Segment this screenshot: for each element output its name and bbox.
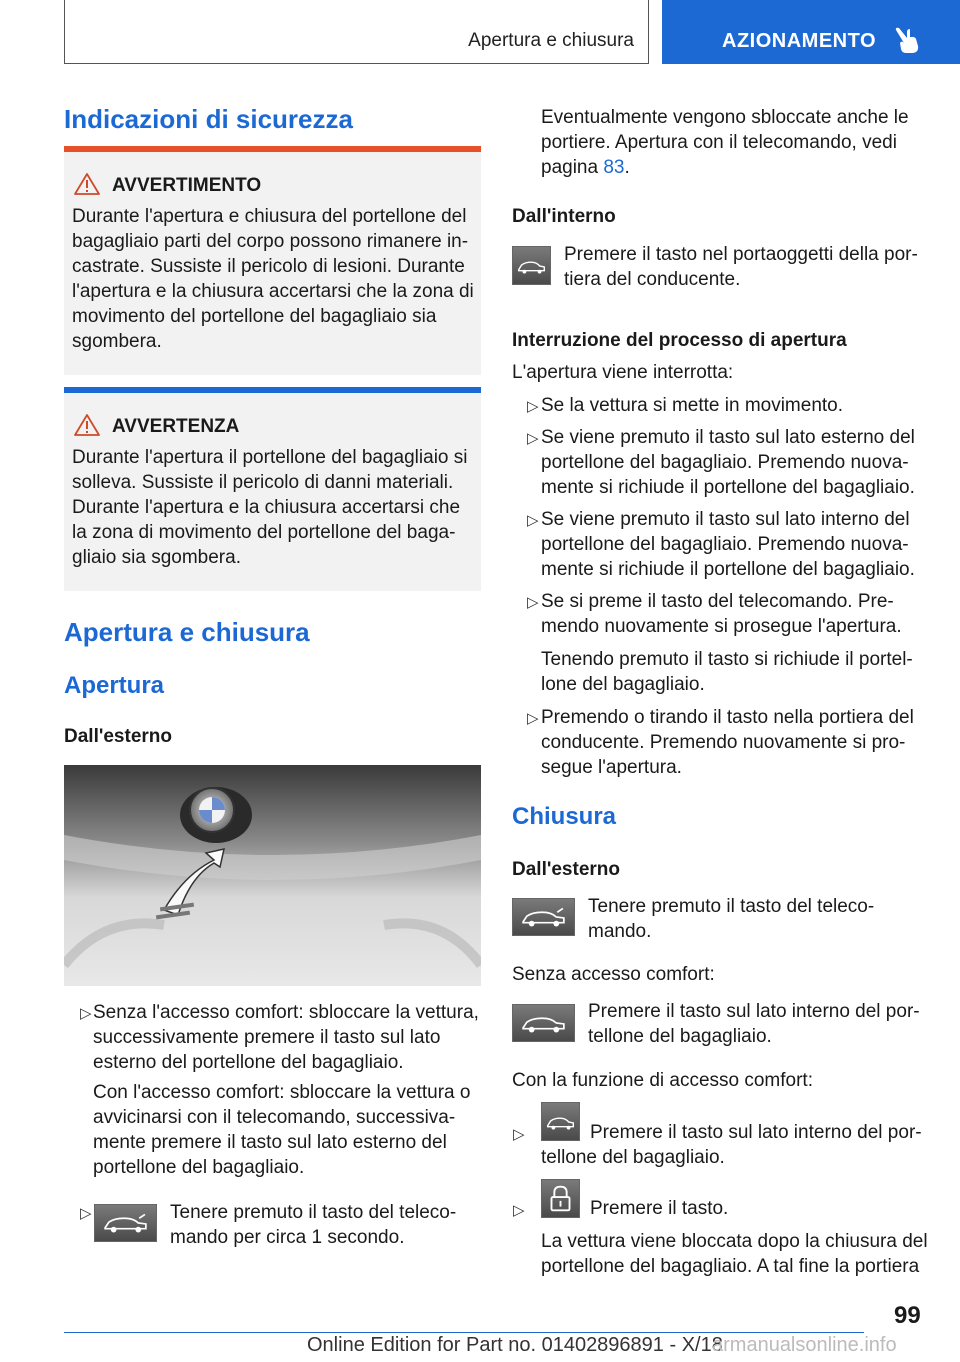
header-section-box bbox=[64, 0, 649, 64]
warning-bar bbox=[64, 146, 481, 152]
car-trunk-key-icon bbox=[512, 898, 575, 936]
warning-title: AVVERTIMENTO bbox=[112, 175, 262, 196]
text-line: portellone del bagagliaio. bbox=[93, 1157, 305, 1178]
trunk-photo bbox=[64, 765, 481, 986]
page-number: 99 bbox=[894, 1302, 921, 1329]
triangle-bullet-icon: ▷ bbox=[527, 594, 539, 611]
text-line bbox=[541, 155, 931, 180]
text-line: Durante l'apertura e chiusura del portellone del bbox=[72, 206, 467, 227]
text-line: Tenere premuto il tasto del teleco- bbox=[170, 1202, 457, 1223]
close-remote-text bbox=[588, 894, 928, 944]
bullet-text bbox=[93, 1000, 483, 1075]
triangle-bullet-icon: ▷ bbox=[513, 1126, 525, 1143]
interrupt-item bbox=[541, 507, 936, 582]
close-from-outside-heading: Dall'esterno bbox=[512, 859, 620, 880]
text-line: portiere. Apertura con il telecomando, vedi bbox=[541, 132, 897, 153]
text-line: Se viene premuto il tasto sul lato interno del bbox=[541, 509, 910, 530]
warning-triangle-icon bbox=[74, 413, 100, 437]
text-line: la zona di movimento del portellone del baga- bbox=[72, 522, 456, 543]
text-line: portellone del bagagliaio. Premendo nuova- bbox=[541, 452, 909, 473]
text-line: Durante l'apertura il portellone del bagagliaio si bbox=[72, 447, 468, 468]
text-line: gliaio sia sgombera. bbox=[72, 547, 241, 568]
text-line: successivamente premere il tasto sul lato bbox=[93, 1027, 441, 1048]
triangle-bullet-icon: ▷ bbox=[513, 1202, 525, 1219]
text-line: mando. bbox=[588, 921, 652, 942]
open-close-title: Apertura e chiusura bbox=[64, 617, 310, 647]
triangle-bullet-icon: ▷ bbox=[527, 512, 539, 529]
text-line: movimento del portellone del bagagliaio sia bbox=[72, 306, 437, 327]
comfort-item-text bbox=[541, 1229, 936, 1279]
opening-title: Apertura bbox=[64, 672, 165, 699]
text-line: Durante l'apertura e la chiusura accertarsi che bbox=[72, 497, 461, 518]
interrupt-item-note bbox=[541, 647, 936, 697]
triangle-bullet-icon: ▷ bbox=[80, 1005, 92, 1022]
text-line: Premendo o tirando il tasto nella portiera del bbox=[541, 707, 914, 728]
from-inside-heading: Dall'interno bbox=[512, 206, 616, 227]
triangle-bullet-icon: ▷ bbox=[527, 430, 539, 447]
page-link[interactable]: 83 bbox=[603, 157, 625, 178]
text-line: La vettura viene bloccata dopo la chiusura del bbox=[541, 1231, 928, 1252]
text-line: esterno del portellone del bagagliaio. bbox=[93, 1052, 404, 1073]
car-trunk-key-icon bbox=[541, 1102, 580, 1141]
triangle-bullet-icon: ▷ bbox=[80, 1205, 92, 1222]
car-trunk-key-icon bbox=[512, 246, 551, 285]
text-line: l'apertura e la chiusura accertarsi che la zona di bbox=[72, 281, 474, 302]
text-line: Se si preme il tasto del telecomando. Pre- bbox=[541, 591, 894, 612]
footer-watermark: armanualsonline.info bbox=[712, 1334, 897, 1356]
text-line: mente si richiude il portellone del bagagliaio. bbox=[541, 477, 915, 498]
notice-bar bbox=[64, 387, 481, 393]
trunk-illustration bbox=[64, 765, 481, 986]
footer-divider bbox=[64, 1332, 864, 1333]
no-comfort-text bbox=[588, 999, 928, 1049]
interrupt-item bbox=[541, 425, 936, 500]
text-line: mente si richiude il portellone del bagagliaio. bbox=[541, 559, 915, 580]
text-segment: . bbox=[624, 157, 630, 178]
text-line: tiera del conducente. bbox=[564, 269, 741, 290]
pointing-hand-icon bbox=[894, 24, 922, 54]
interrupt-heading: Interruzione del processo di apertura bbox=[512, 330, 847, 351]
interrupt-item bbox=[541, 705, 936, 780]
text-line: bagagliaio parti del corpo possono rimanere in- bbox=[72, 231, 469, 252]
from-outside-heading: Dall'esterno bbox=[64, 726, 172, 747]
text-line: sgombera. bbox=[72, 331, 162, 352]
text-line: mando per circa 1 secondo. bbox=[170, 1227, 405, 1248]
interrupt-item bbox=[541, 393, 936, 418]
car-trunk-key-icon bbox=[94, 1204, 157, 1242]
inside-text bbox=[564, 242, 934, 292]
car-trunk-key-icon bbox=[512, 1004, 575, 1042]
text-line: tellone del bagagliaio. bbox=[588, 1026, 772, 1047]
safety-title: Indicazioni di sicurezza bbox=[64, 104, 353, 134]
triangle-bullet-icon: ▷ bbox=[527, 398, 539, 415]
footer-edition: Online Edition for Part no. 01402896891 - X/18 bbox=[307, 1334, 723, 1356]
text-line: Se viene premuto il tasto sul lato esterno del bbox=[541, 427, 915, 448]
text-line: Premere il tasto sul lato interno del por- bbox=[588, 1001, 920, 1022]
text-segment: pagina bbox=[541, 157, 599, 178]
warning-triangle-icon bbox=[74, 172, 100, 196]
notice-box bbox=[64, 387, 481, 591]
text-line: conducente. Premendo nuovamente si pro- bbox=[541, 732, 906, 753]
notice-title: AVVERTENZA bbox=[112, 416, 240, 437]
triangle-bullet-icon: ▷ bbox=[527, 710, 539, 727]
warning-text bbox=[72, 204, 477, 354]
text-line: segue l'apertura. bbox=[541, 757, 682, 778]
text-line: lone del bagagliaio. bbox=[541, 674, 705, 695]
text-line: Premere il tasto nel portaoggetti della por- bbox=[564, 244, 918, 265]
text-line: mendo nuovamente si prosegue l'apertura. bbox=[541, 616, 902, 637]
comfort-item-text: tellone del bagagliaio. bbox=[541, 1147, 725, 1168]
interrupt-item bbox=[541, 589, 936, 639]
text-line: Tenendo premuto il tasto si richiude il portel- bbox=[541, 649, 913, 670]
with-comfort-label: Con la funzione di accesso comfort: bbox=[512, 1070, 813, 1091]
comfort-item-text: Premere il tasto. bbox=[590, 1198, 729, 1219]
intro-text bbox=[541, 105, 931, 180]
text-line: Tenere premuto il tasto del teleco- bbox=[588, 896, 875, 917]
header-chapter-title: AZIONAMENTO bbox=[722, 30, 877, 52]
text-line: Con l'accesso comfort: sbloccare la vettura o bbox=[93, 1082, 471, 1103]
closing-title: Chiusura bbox=[512, 803, 617, 830]
notice-text bbox=[72, 445, 477, 570]
comfort-item-text: Premere il tasto sul lato interno del por- bbox=[590, 1122, 922, 1143]
header-section-title: Apertura e chiusura bbox=[468, 30, 634, 51]
no-comfort-label: Senza accesso comfort: bbox=[512, 964, 715, 985]
bullet-text bbox=[93, 1080, 483, 1180]
text-line: mente premere il tasto sul lato esterno del bbox=[93, 1132, 447, 1153]
text-line: Senza l'accesso comfort: sbloccare la vettura, bbox=[93, 1002, 479, 1023]
header-chapter-tab[interactable] bbox=[662, 0, 960, 64]
text-line: avvicinarsi con il telecomando, successiva- bbox=[93, 1107, 456, 1128]
interrupt-intro: L'apertura viene interrotta: bbox=[512, 362, 734, 383]
warning-box bbox=[64, 146, 481, 375]
text-line: castrate. Sussiste il pericolo di lesioni. Durante bbox=[72, 256, 465, 277]
bullet-text bbox=[170, 1200, 480, 1250]
text-line: portellone del bagagliaio. Premendo nuova- bbox=[541, 534, 909, 555]
text-line: Eventualmente vengono sbloccate anche le bbox=[541, 107, 909, 128]
text-line: Se la vettura si mette in movimento. bbox=[541, 395, 844, 416]
text-line: portellone del bagagliaio. A tal fine la portiera bbox=[541, 1256, 920, 1277]
lock-key-icon bbox=[541, 1179, 580, 1218]
text-line: solleva. Sussiste il pericolo di danni materiali. bbox=[72, 472, 454, 493]
